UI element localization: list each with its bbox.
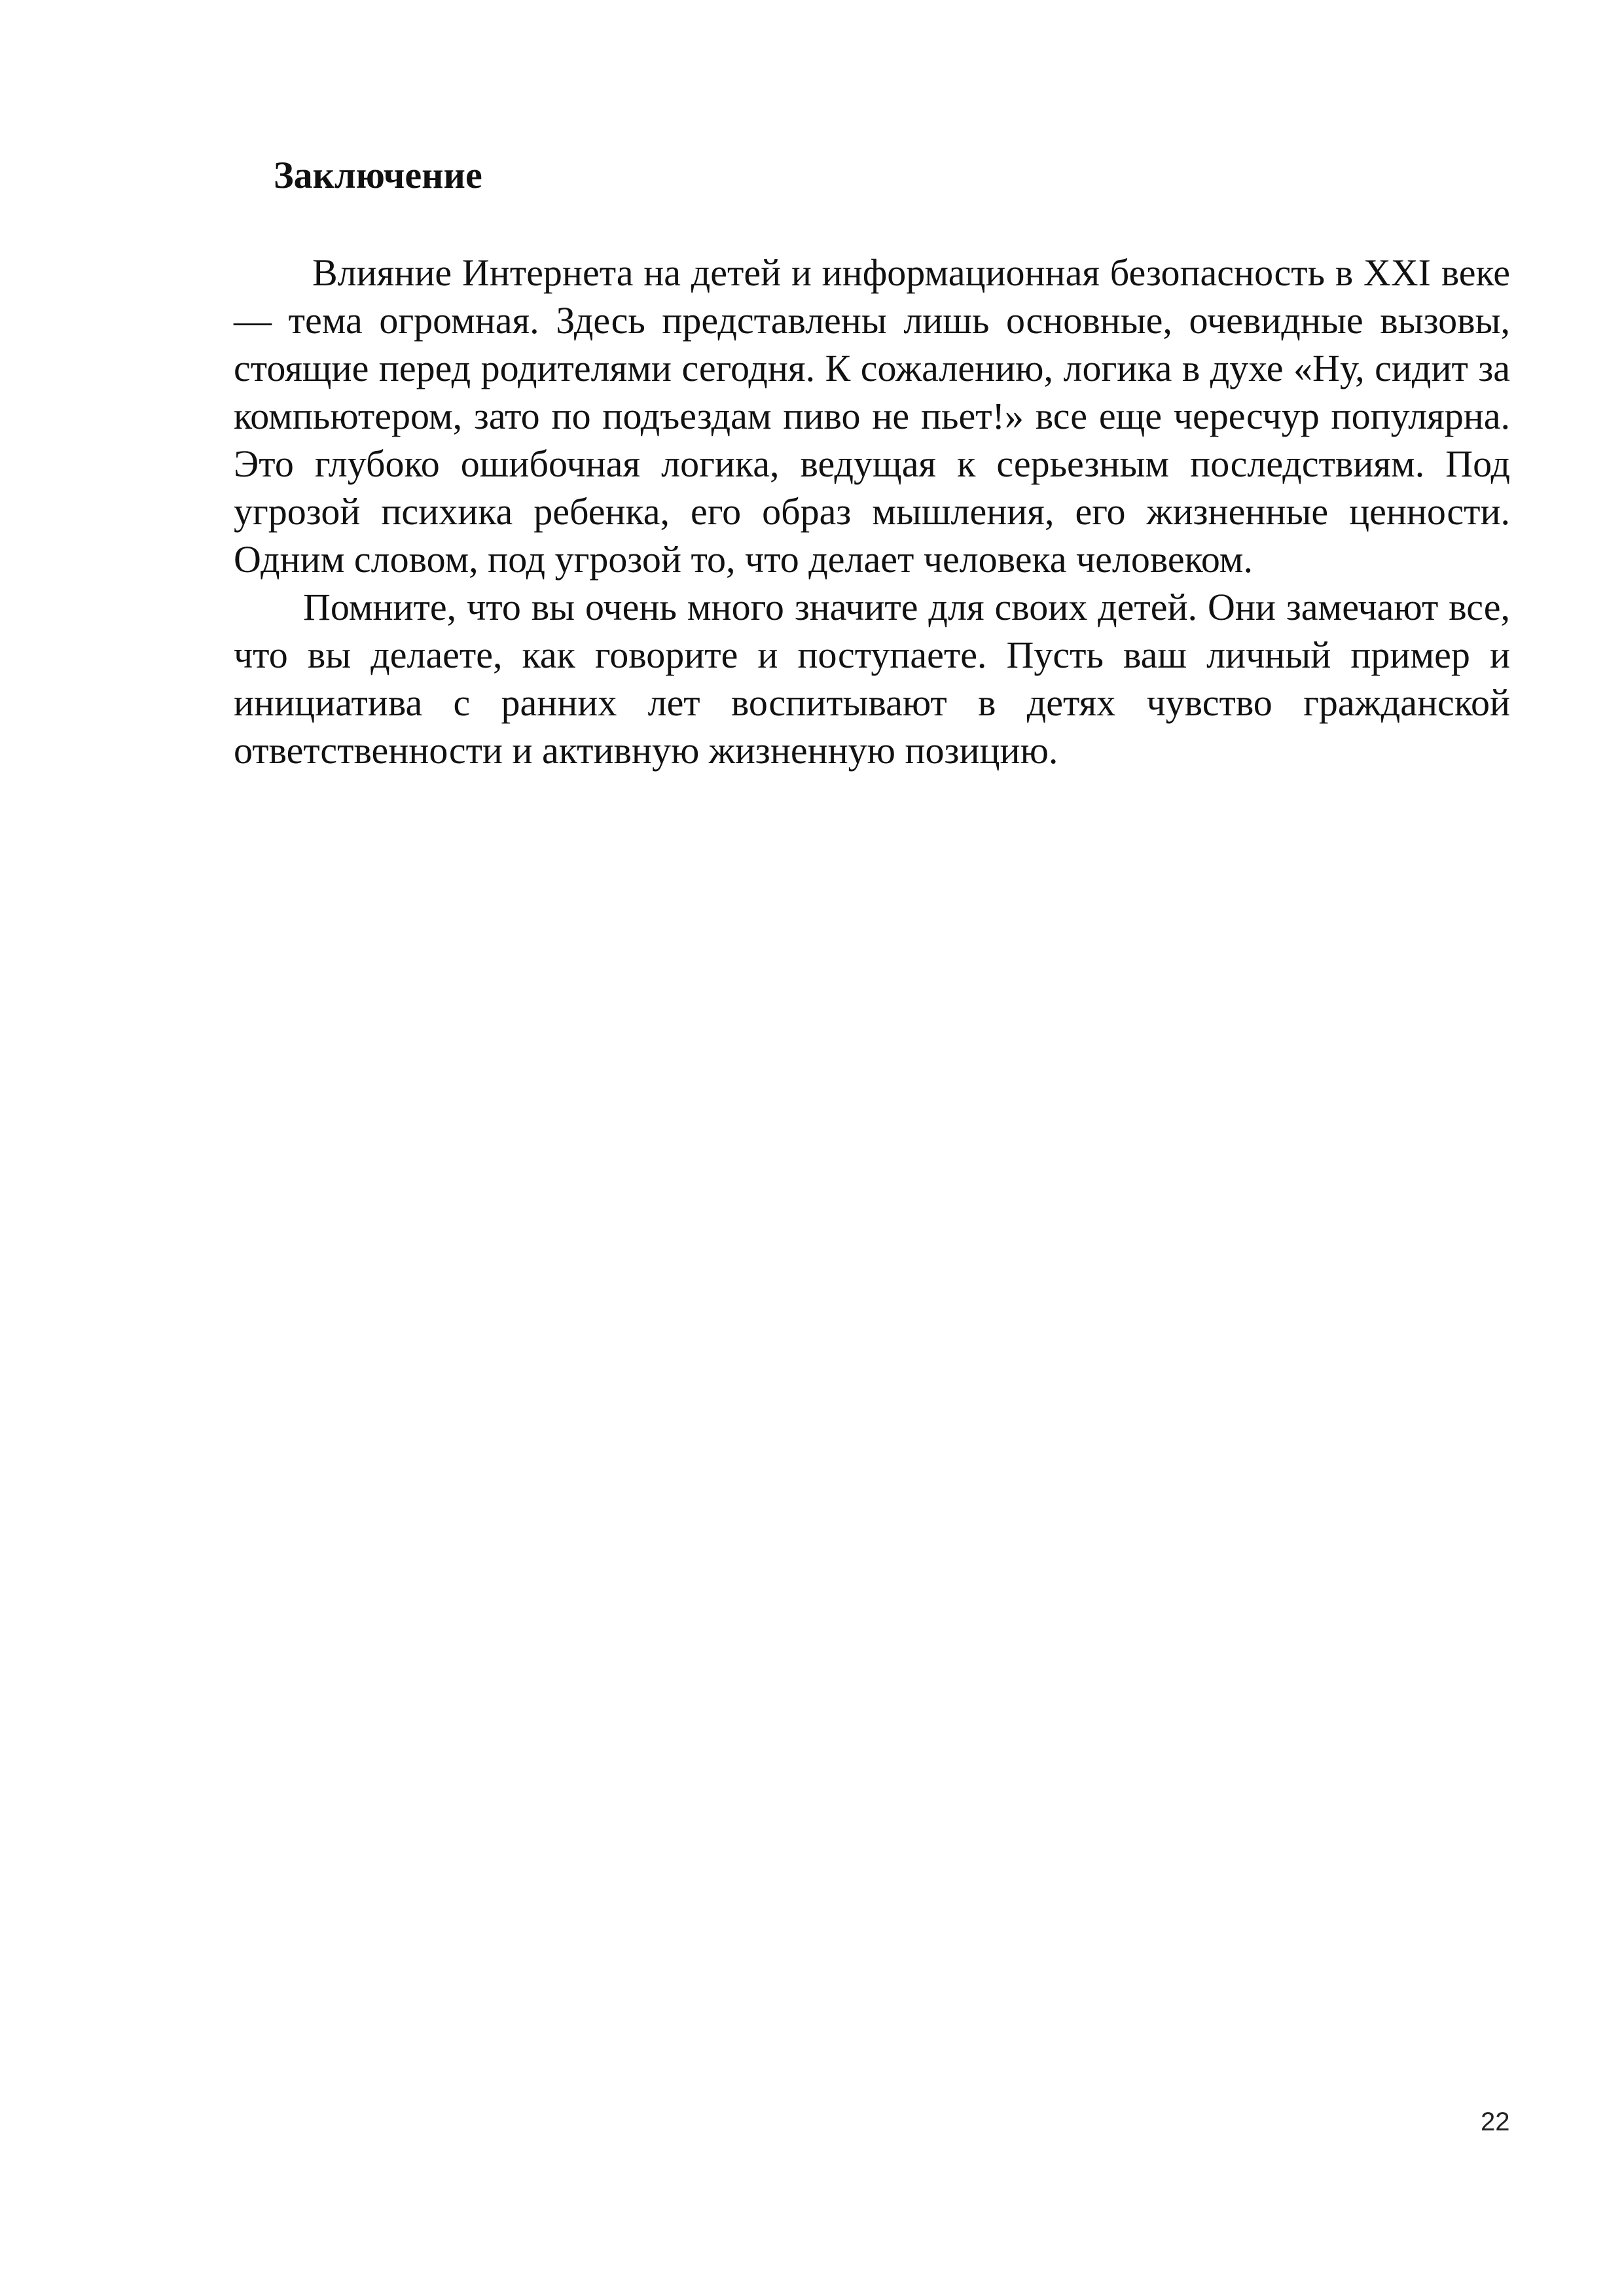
- body-text: [234, 249, 1510, 774]
- paragraph-2: Помните, что вы очень много значите для своих детей. Они замечают все, что вы делаете, как говорите и поступаете. Пусть ваш личный пример и инициатива с ранних лет воспитывают в детях чувство гражданской ответственности и активную жизненную позицию.: [234, 586, 1510, 772]
- page-number: 22: [1481, 2108, 1510, 2136]
- section-heading: Заключение: [274, 154, 482, 196]
- paragraph-1: Влияние Интернета на детей и информационная безопасность в XXI веке — тема огромная. Здесь представлены лишь основные, очевидные вызовы, стоящие перед родителями сегодня. К сожалению, логика в духе «Ну, сидит за компьютером, зато по подъездам пиво не пьет!» все еще чересчур популярна. Это глубоко ошибочная логика, ведущая к серьезным последствиям. Под угрозой психика ребенка, его образ мышления, его жизненные ценности. Одним словом, под угрозой то, что делает человека человеком.: [234, 251, 1510, 581]
